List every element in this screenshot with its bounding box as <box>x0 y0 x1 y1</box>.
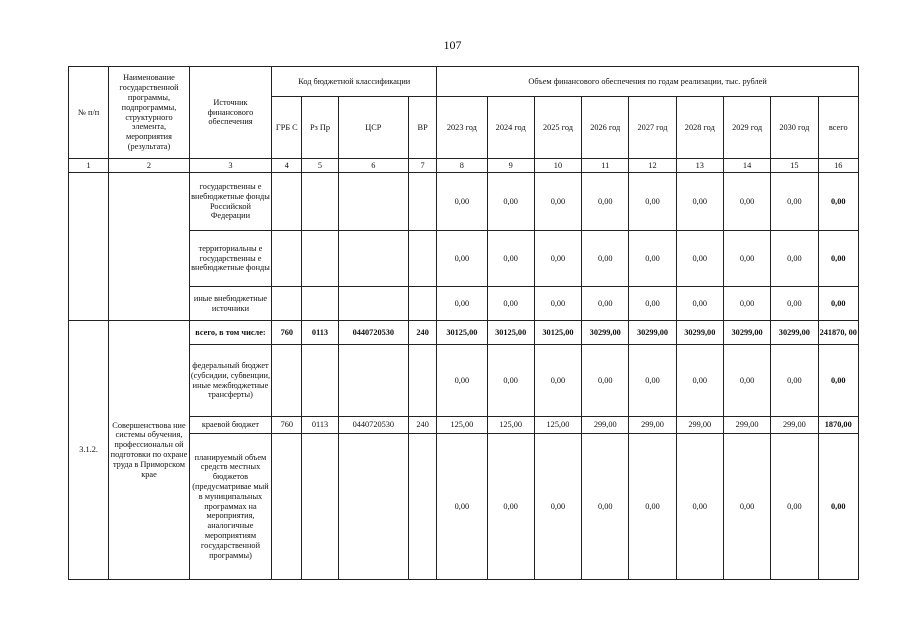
value-cell: 0,00 <box>487 231 534 287</box>
column-number: 9 <box>487 159 534 173</box>
grbs-cell: 760 <box>272 417 302 434</box>
header-name: Наименование государственной программы, подпрограммы, структурного элемента, мероприятия (результата) <box>109 67 189 159</box>
total-cell: 0,00 <box>818 345 859 417</box>
source-cell: краевой бюджет <box>189 417 272 434</box>
csr-cell: 0440720530 <box>338 417 408 434</box>
header-total: всего <box>818 97 859 159</box>
value-cell: 0,00 <box>582 173 629 231</box>
vr-cell <box>409 287 437 321</box>
item-name: Совершенствова ние системы обучения, профессиональн ой подготовки по охране труда в Приморском крае <box>109 321 189 580</box>
source-cell: планируемый объем средств местных бюджетов (предусматривае мый в муниципальных программах на мероприятия, аналогичные мероприятиям государственной программы) <box>189 434 272 580</box>
column-number: 5 <box>302 159 338 173</box>
value-cell: 0,00 <box>534 231 581 287</box>
csr-cell <box>338 434 408 580</box>
vr-cell <box>409 173 437 231</box>
header-year: 2025 год <box>534 97 581 159</box>
value-cell: 0,00 <box>582 287 629 321</box>
header-code-group: Код бюджетной классификации <box>272 67 437 97</box>
grbs-cell <box>272 434 302 580</box>
value-cell: 125,00 <box>534 417 581 434</box>
csr-cell <box>338 231 408 287</box>
header-year: 2028 год <box>676 97 723 159</box>
value-cell: 0,00 <box>582 231 629 287</box>
value-cell: 0,00 <box>487 173 534 231</box>
header-year: 2030 год <box>771 97 818 159</box>
name-cell <box>109 173 189 321</box>
grbs-cell <box>272 345 302 417</box>
column-number-row <box>69 159 859 173</box>
column-number: 10 <box>534 159 581 173</box>
budget-table <box>68 66 859 580</box>
value-cell: 0,00 <box>437 434 487 580</box>
value-cell: 0,00 <box>676 287 723 321</box>
column-number: 1 <box>69 159 109 173</box>
value-cell: 0,00 <box>676 345 723 417</box>
vr-cell: 240 <box>409 321 437 345</box>
header-grbs: ГРБ С <box>272 97 302 159</box>
value-cell: 0,00 <box>676 231 723 287</box>
value-cell: 30125,00 <box>487 321 534 345</box>
value-cell: 0,00 <box>771 345 818 417</box>
column-number: 4 <box>272 159 302 173</box>
column-number: 14 <box>723 159 770 173</box>
column-number: 16 <box>818 159 859 173</box>
value-cell: 0,00 <box>771 173 818 231</box>
item-number: 3.1.2. <box>69 321 109 580</box>
grbs-cell <box>272 287 302 321</box>
column-number: 12 <box>629 159 676 173</box>
source-cell: федеральный бюджет (субсидии, субвенции, иные межбюджетные трансферты) <box>189 345 272 417</box>
vr-cell <box>409 231 437 287</box>
value-cell: 0,00 <box>771 231 818 287</box>
header-rzpr: Рз Пр <box>302 97 338 159</box>
header-volume-group: Объем финансового обеспечения по годам реализации, тыс. рублей <box>437 67 859 97</box>
header-year: 2023 год <box>437 97 487 159</box>
value-cell: 299,00 <box>629 417 676 434</box>
table-row <box>69 173 859 231</box>
header-vr: ВР <box>409 97 437 159</box>
table-row <box>69 321 859 345</box>
value-cell: 0,00 <box>723 287 770 321</box>
total-cell: 0,00 <box>818 231 859 287</box>
header-year: 2029 год <box>723 97 770 159</box>
value-cell: 30299,00 <box>676 321 723 345</box>
value-cell: 299,00 <box>582 417 629 434</box>
value-cell: 30299,00 <box>629 321 676 345</box>
value-cell: 0,00 <box>487 287 534 321</box>
value-cell: 0,00 <box>534 173 581 231</box>
value-cell: 0,00 <box>771 434 818 580</box>
value-cell: 0,00 <box>723 434 770 580</box>
value-cell: 0,00 <box>437 287 487 321</box>
value-cell: 0,00 <box>629 434 676 580</box>
value-cell: 30299,00 <box>582 321 629 345</box>
rzpr-cell: 0113 <box>302 321 338 345</box>
value-cell: 0,00 <box>487 434 534 580</box>
total-cell: 241870, 00 <box>818 321 859 345</box>
column-number: 7 <box>409 159 437 173</box>
rzpr-cell <box>302 345 338 417</box>
header-num: № п/п <box>69 67 109 159</box>
header-year: 2024 год <box>487 97 534 159</box>
column-number: 2 <box>109 159 189 173</box>
vr-cell <box>409 345 437 417</box>
header-source: Источник финансового обеспечения <box>189 67 272 159</box>
num-cell <box>69 173 109 321</box>
total-cell: 1870,00 <box>818 417 859 434</box>
total-cell: 0,00 <box>818 434 859 580</box>
value-cell: 0,00 <box>582 345 629 417</box>
value-cell: 0,00 <box>629 345 676 417</box>
rzpr-cell <box>302 173 338 231</box>
source-cell: государственны е внебюджетные фонды Российской Федерации <box>189 173 272 231</box>
page-number: 107 <box>443 38 462 52</box>
value-cell: 0,00 <box>437 345 487 417</box>
value-cell: 125,00 <box>437 417 487 434</box>
total-cell: 0,00 <box>818 287 859 321</box>
value-cell: 0,00 <box>629 287 676 321</box>
rzpr-cell: 0113 <box>302 417 338 434</box>
value-cell: 0,00 <box>437 231 487 287</box>
header-row-1 <box>69 67 859 97</box>
value-cell: 0,00 <box>534 434 581 580</box>
vr-cell <box>409 434 437 580</box>
header-year: 2027 год <box>629 97 676 159</box>
grbs-cell: 760 <box>272 321 302 345</box>
value-cell: 0,00 <box>534 345 581 417</box>
value-cell: 0,00 <box>676 434 723 580</box>
value-cell: 0,00 <box>676 173 723 231</box>
csr-cell <box>338 173 408 231</box>
value-cell: 30299,00 <box>723 321 770 345</box>
value-cell: 299,00 <box>723 417 770 434</box>
value-cell: 299,00 <box>676 417 723 434</box>
value-cell: 30299,00 <box>771 321 818 345</box>
grbs-cell <box>272 173 302 231</box>
source-cell: иные внебюджетные источники <box>189 287 272 321</box>
value-cell: 0,00 <box>771 287 818 321</box>
value-cell: 0,00 <box>582 434 629 580</box>
value-cell: 0,00 <box>487 345 534 417</box>
column-number: 13 <box>676 159 723 173</box>
value-cell: 0,00 <box>629 231 676 287</box>
csr-cell: 0440720530 <box>338 321 408 345</box>
value-cell: 30125,00 <box>437 321 487 345</box>
value-cell: 299,00 <box>771 417 818 434</box>
value-cell: 0,00 <box>534 287 581 321</box>
grbs-cell <box>272 231 302 287</box>
value-cell: 0,00 <box>629 173 676 231</box>
column-number: 3 <box>189 159 272 173</box>
total-cell: 0,00 <box>818 173 859 231</box>
header-csr: ЦСР <box>338 97 408 159</box>
rzpr-cell <box>302 231 338 287</box>
column-number: 8 <box>437 159 487 173</box>
column-number: 11 <box>582 159 629 173</box>
rzpr-cell <box>302 287 338 321</box>
value-cell: 0,00 <box>723 231 770 287</box>
csr-cell <box>338 287 408 321</box>
value-cell: 0,00 <box>723 173 770 231</box>
header-year: 2026 год <box>582 97 629 159</box>
csr-cell <box>338 345 408 417</box>
value-cell: 30125,00 <box>534 321 581 345</box>
value-cell: 125,00 <box>487 417 534 434</box>
rzpr-cell <box>302 434 338 580</box>
value-cell: 0,00 <box>437 173 487 231</box>
value-cell: 0,00 <box>723 345 770 417</box>
source-cell: территориальны е государственны е внебюджетные фонды <box>189 231 272 287</box>
column-number: 6 <box>338 159 408 173</box>
source-cell: всего, в том числе: <box>189 321 272 345</box>
column-number: 15 <box>771 159 818 173</box>
vr-cell: 240 <box>409 417 437 434</box>
